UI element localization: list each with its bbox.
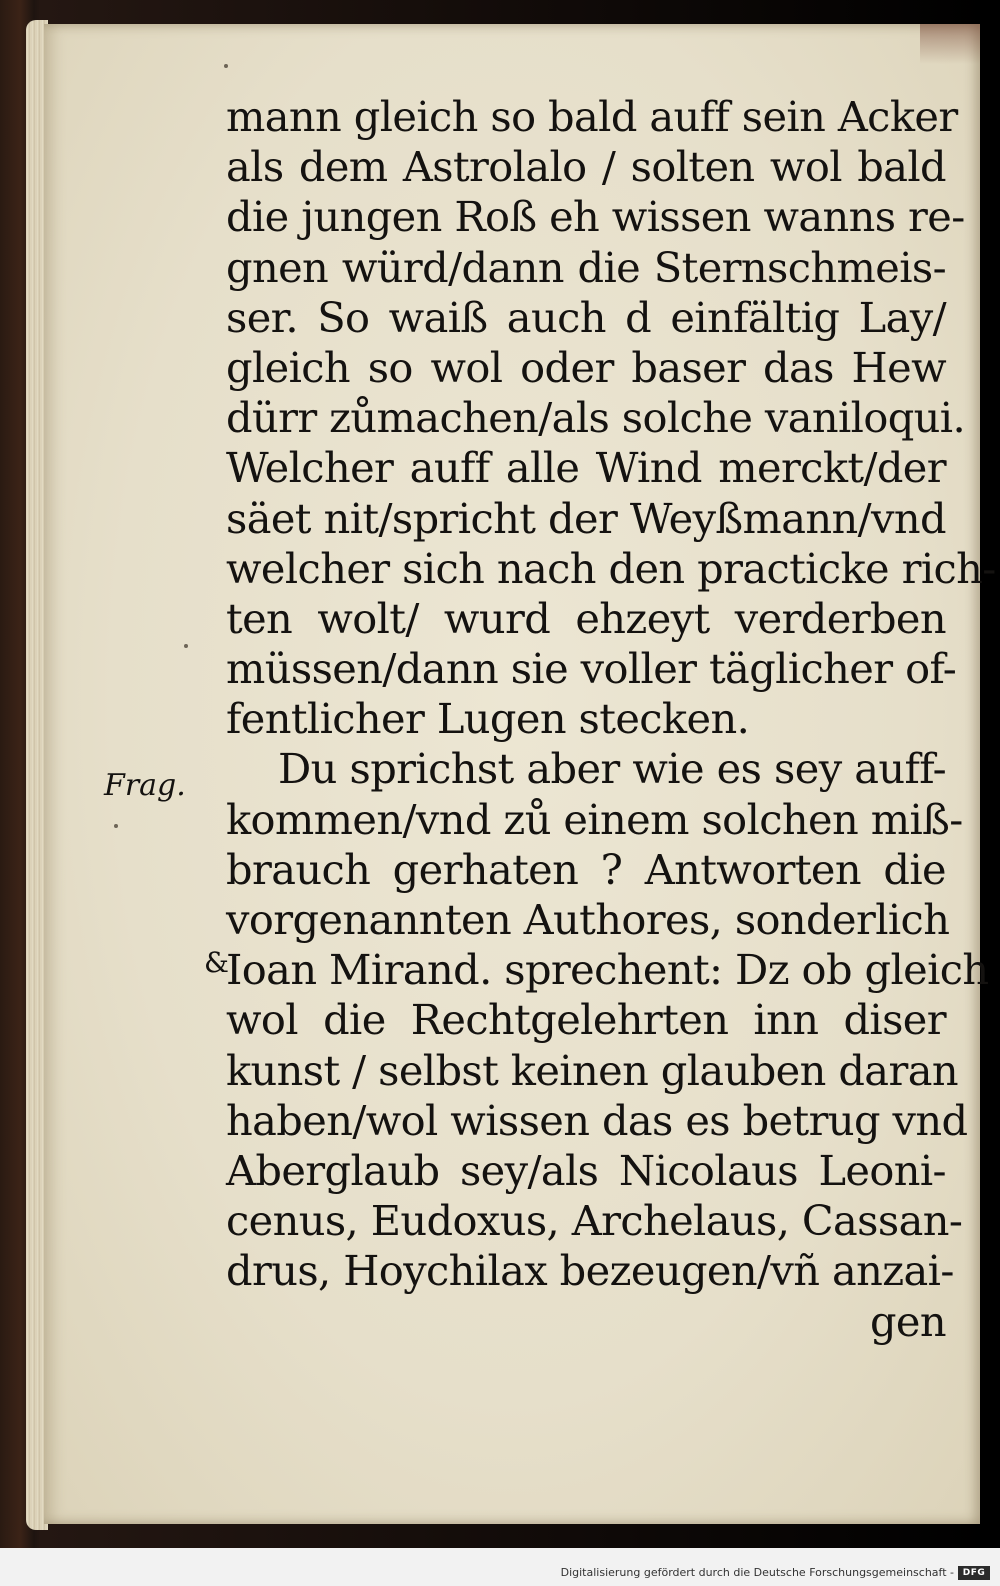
page-text-block	[226, 92, 996, 1347]
page-stain	[920, 24, 980, 64]
text-line: Welcher auff alle Wind merckt/der	[226, 443, 946, 493]
text-line: ten wolt/ wurd ehzeyt verderben	[226, 593, 946, 643]
text-line: fentlicher Lugen stecken.	[226, 694, 750, 744]
text-line: kommen/vnd zů einem solchen miß-	[226, 794, 963, 844]
text-line: vorgenannten Authores, sonderlich	[226, 895, 950, 944]
text-line: welcher sich nach den practicke rich-	[226, 543, 996, 593]
text-line: Du sprichst aber wie es sey auff-	[278, 744, 946, 794]
text-line: säet nit/spricht der Weyßmann/vnd	[226, 493, 946, 543]
text-line: gleich so wol oder baser das Hew	[226, 342, 946, 392]
text-line: dürr zůmachen/als solche vaniloqui.	[226, 393, 966, 443]
text-line: die jungen Roß eh wissen wanns re-	[226, 192, 965, 242]
margin-note-frag: Frag.	[104, 768, 186, 803]
text-line: kunst / selbst keinen glauben daran	[226, 1045, 958, 1095]
text-line: Aberglaub sey/als Nicolaus Leoni-	[226, 1145, 946, 1195]
text-line: mann gleich so bald auff sein Acker	[226, 92, 958, 141]
text-line: haben/wol wissen das es betrug vnd	[226, 1095, 968, 1145]
text-line: als dem Astrolalo / solten wol bald	[226, 142, 946, 192]
dfg-logo-icon: DFG	[958, 1566, 990, 1580]
text-line: ser. So waiß auch d einfältig Lay/	[226, 292, 946, 342]
text-line: brauch gerhaten ? Antworten die	[226, 844, 946, 894]
catchword: gen	[869, 1296, 946, 1346]
text-line: Ioan Mirand. sprechent: Dz ob gleich	[226, 945, 989, 995]
paper-speck	[184, 644, 188, 648]
text-line: wol die Rechtgelehrten inn diser	[226, 995, 946, 1045]
margin-note-mark: &	[204, 946, 229, 979]
paper-speck	[224, 64, 228, 68]
funding-credit: Digitalisierung gefördert durch die Deutsche Forschungsgemeinschaft -	[560, 1566, 954, 1579]
paper-speck	[114, 824, 118, 828]
text-line: müssen/dann sie voller täglicher of-	[226, 644, 957, 694]
text-line: gnen würd/dann die Sternschmeis-	[226, 242, 946, 292]
text-line: drus, Hoychilax bezeugen/vñ anzai-	[226, 1246, 954, 1296]
text-line: cenus, Eudoxus, Archelaus, Cassan-	[226, 1196, 963, 1246]
